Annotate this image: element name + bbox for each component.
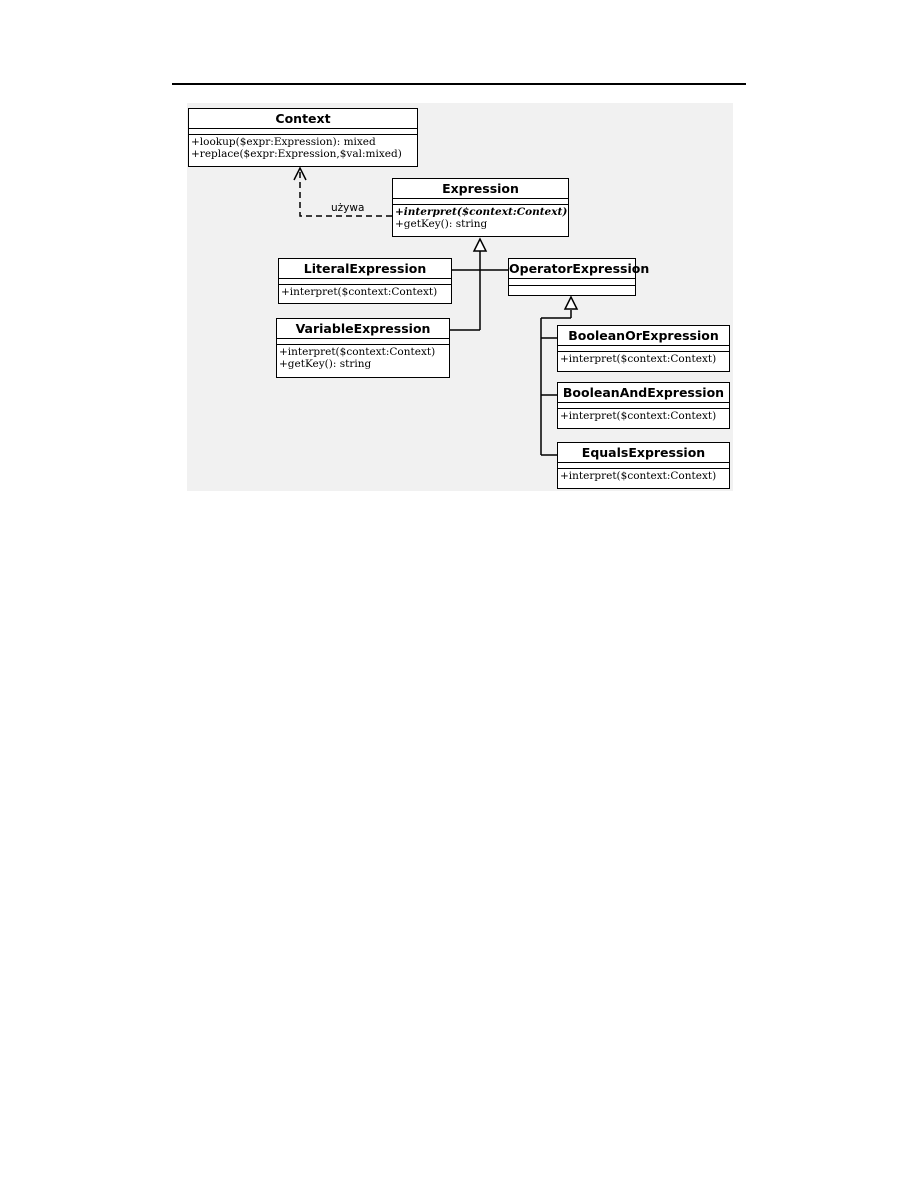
equals-expression-class: [557, 442, 730, 489]
literal-expression-class-name: LiteralExpression: [279, 259, 451, 279]
expression-class-name: Expression: [393, 179, 568, 199]
expression-inheritance-triangle: [474, 239, 486, 251]
operator-expression-operations: [509, 286, 635, 292]
context-operations: [189, 135, 417, 161]
operator-expression-class-name: OperatorExpression: [509, 259, 635, 279]
boolean-and-op-interpret: +interpret($context:Context): [560, 410, 717, 422]
boolean-or-expression-class: [557, 325, 730, 372]
literal-op-interpret: +interpret($context:Context): [281, 286, 438, 298]
boolean-or-expression-operations: [558, 352, 729, 366]
equals-expression-class-name: EqualsExpression: [558, 443, 729, 463]
context-class: [188, 108, 418, 167]
equals-expression-operations: [558, 469, 729, 483]
variable-expression-operations: [277, 345, 449, 371]
variable-expression-class-name: VariableExpression: [277, 319, 449, 339]
expression-operations: [393, 205, 568, 231]
literal-expression-class: [278, 258, 452, 304]
expression-class: [392, 178, 569, 237]
boolean-and-expression-class-name: BooleanAndExpression: [558, 383, 729, 403]
operator-inheritance-triangle: [565, 297, 577, 309]
equals-op-interpret: +interpret($context:Context): [560, 470, 717, 482]
operator-expression-attributes: [509, 279, 635, 286]
variable-expression-class: [276, 318, 450, 378]
boolean-or-expression-class-name: BooleanOrExpression: [558, 326, 729, 346]
expression-op-getkey: +getKey(): string: [395, 218, 488, 230]
boolean-or-op-interpret: +interpret($context:Context): [560, 353, 717, 365]
context-op-replace: +replace($expr:Expression,$val:mixed): [191, 148, 402, 160]
variable-op-interpret: +interpret($context:Context): [279, 346, 436, 358]
uses-label: używa: [331, 202, 365, 214]
context-op-lookup: +lookup($expr:Expression): mixed: [191, 136, 376, 148]
operator-expression-class: [508, 258, 650, 296]
boolean-and-expression-class: [557, 382, 730, 429]
expression-op-interpret: +interpret($context:Context): [395, 206, 568, 218]
variable-op-getkey: +getKey(): string: [279, 358, 372, 370]
context-class-name: Context: [189, 109, 417, 129]
literal-expression-operations: [279, 285, 451, 299]
boolean-and-expression-operations: [558, 409, 729, 423]
